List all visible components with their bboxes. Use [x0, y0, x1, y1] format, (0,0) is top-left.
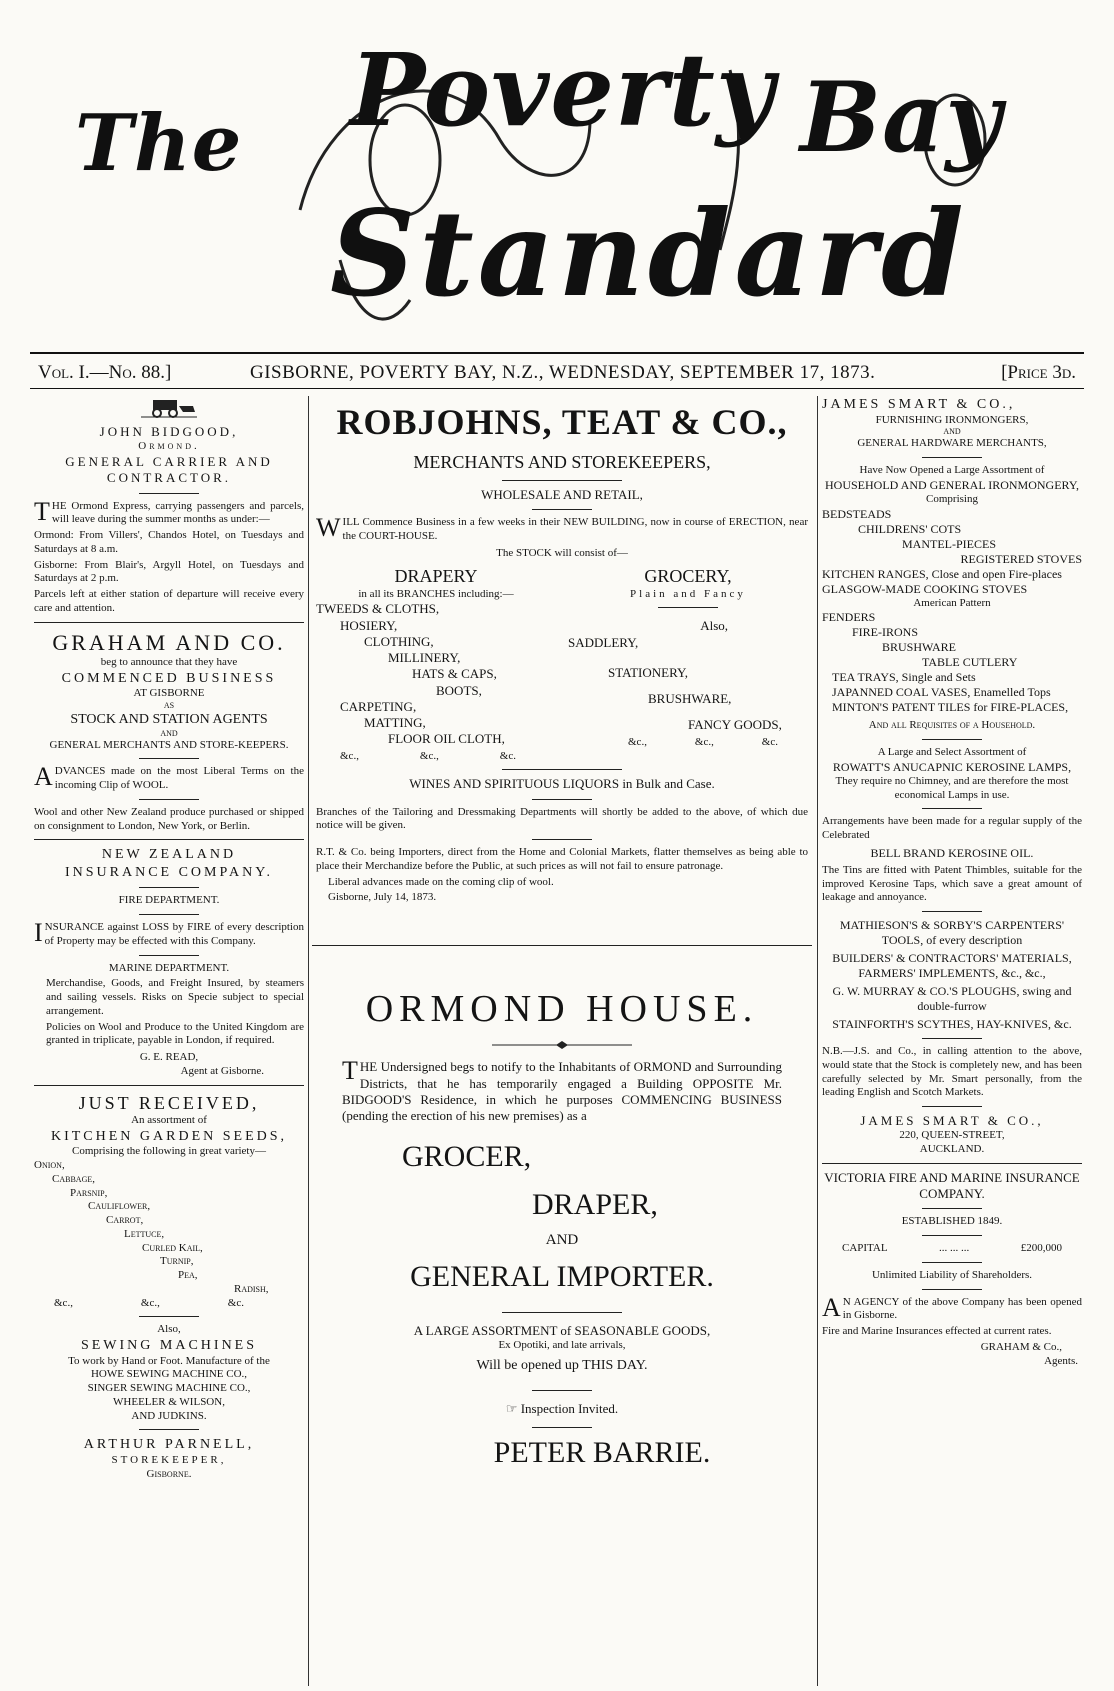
graham-advert	[34, 629, 304, 834]
seed-item: Cabbage,	[52, 1172, 95, 1185]
masthead-poverty: Poverty	[350, 31, 775, 149]
capital-value: £200,000	[1020, 1242, 1062, 1254]
smart-arrangements: Arrangements have been made for a regular supply of the Celebrated	[822, 815, 1082, 841]
graham-name: GRAHAM AND CO.	[52, 629, 286, 655]
bidgood-name: JOHN BIDGOOD,	[99, 424, 239, 439]
divider	[312, 945, 812, 946]
pointing-hand-icon: ☞	[505, 1401, 521, 1416]
drapery-item: FLOOR OIL CLOTH,	[388, 731, 505, 747]
ormond-ex: Ex Opotiki, and late arrivals,	[498, 1338, 626, 1351]
dateline-rule	[30, 388, 1084, 389]
smart-line-4: Have Now Opened a Large Assortment of	[859, 464, 1045, 476]
smart-name: JAMES SMART & CO.,	[822, 397, 1016, 412]
divider	[922, 808, 982, 809]
nzi-marine-heading: MARINE DEPARTMENT.	[108, 961, 230, 974]
seed-item: Carrot,	[106, 1214, 144, 1226]
bidgood-town: Ormond.	[138, 440, 200, 453]
nzi-fire-heading: FIRE DEPARTMENT.	[118, 894, 220, 907]
seeds-advert	[34, 1092, 304, 1482]
seeds-comprising: Comprising the following in great variety—	[72, 1145, 266, 1158]
parnell-town: Gisborne.	[146, 1467, 192, 1480]
nzi-name-1: NEW ZEALAND	[101, 847, 237, 863]
divider	[139, 758, 199, 759]
grocery-heading: GROCERY,	[644, 566, 732, 586]
divider	[139, 1429, 199, 1430]
divider	[139, 799, 199, 800]
parnell-name: ARTHUR PARNELL,	[83, 1437, 255, 1453]
victoria-signature: GRAHAM & Co.,	[980, 1340, 1062, 1353]
divider	[822, 1163, 1082, 1164]
place-and-date: GISBORNE, POVERTY BAY, N.Z., WEDNESDAY, SEPTEMBER 17, 1873.	[250, 362, 876, 383]
ormond-draper: DRAPER,	[532, 1187, 658, 1221]
masthead-rule	[30, 352, 1084, 354]
seeds-sub: An assortment of	[131, 1114, 207, 1126]
grocery-item: STATIONERY,	[608, 664, 688, 680]
ormond-signature: PETER BARRIE.	[493, 1436, 711, 1470]
drapery-item: BOOTS,	[436, 682, 482, 698]
etc: &c.,	[340, 749, 359, 762]
nzi-signature: G. E. READ,	[139, 1051, 199, 1063]
graham-para-1: ADVANCES made on the most Liberal Terms on the incoming Clip of WOOL.	[34, 762, 304, 792]
graham-line-6: AND	[160, 728, 178, 738]
price: [Price 3d.	[1001, 362, 1076, 383]
etc: &c.,	[54, 1296, 73, 1309]
smart-sig-3: AUCKLAND.	[919, 1143, 985, 1155]
nzi-marine-para-2: Policies on Wool and Produce to the United Kingdom are granted in triplicate, payable in London, if required.	[46, 1020, 304, 1047]
smart-item: American Pattern	[913, 596, 991, 609]
divider	[34, 1085, 304, 1086]
smart-nb: N.B.—J.S. and Co., in calling attention to the above, would state that the Stock is completely new, and has been carefully selected by Mr. Smart personally, from the leading English and Scotch Markets.	[822, 1045, 1082, 1099]
sewing-maker-3: WHEELER & WILSON,	[113, 1395, 225, 1408]
grocery-item: BRUSHWARE,	[648, 691, 732, 706]
inspection-text: Inspection Invited.	[520, 1401, 619, 1416]
robjohns-line-2: WHOLESALE AND RETAIL,	[481, 486, 643, 502]
coach-icon	[139, 396, 199, 418]
stock-columns	[316, 565, 808, 763]
seeds-etc-row	[34, 1297, 304, 1311]
smart-item: KITCHEN RANGES, Close and open Fire-places	[822, 566, 1062, 581]
robjohns-name: ROBJOHNS, TEAT & CO.,	[336, 402, 788, 442]
seed-item: Pea,	[178, 1269, 198, 1281]
smart-tools-1: MATHIESON'S & SORBY'S CARPENTERS' TOOLS, of every description	[839, 918, 1065, 947]
divider	[922, 457, 982, 458]
etc: &c.,	[419, 749, 439, 762]
masthead-standard: Standard	[330, 184, 968, 323]
smart-item: And all Requisites of a Household.	[868, 719, 1036, 732]
etc: &c.,	[628, 735, 647, 748]
smart-item: GLASGOW-MADE COOKING STOVES	[822, 581, 1028, 596]
graham-line-4: AS	[163, 701, 175, 710]
smart-line-3: GENERAL HARDWARE MERCHANTS,	[857, 437, 1047, 450]
smart-line-6: Comprising	[926, 492, 978, 505]
ormond-importer: GENERAL IMPORTER.	[410, 1260, 714, 1293]
ormond-para: THE Undersigned begs to notify to the Inhabitants of ORMOND and Surrounding Districts, that he has temporarily engaged a Building OPPOSITE Mr. BIDGOOD'S Residence, in which he purposes COMMENCING BUSINESS (pending the erection of his new premises) as a	[342, 1056, 782, 1123]
nzi-name-2: INSURANCE COMPANY.	[64, 864, 274, 880]
divider	[922, 1208, 982, 1209]
sewing-maker-4: AND JUDKINS.	[131, 1409, 207, 1422]
ormond-house-advert	[312, 986, 812, 1472]
seed-item: Parsnip,	[70, 1186, 108, 1199]
victoria-established: ESTABLISHED 1849.	[901, 1215, 1003, 1228]
grocery-column	[568, 565, 808, 763]
bidgood-para-2: Ormond: From Villers', Chandos Hotel, on Tuesdays and Saturdays at 8 a.m.	[34, 529, 304, 555]
smart-sig-1: JAMES SMART & CO.,	[860, 1113, 1044, 1128]
seed-item: Turnip,	[160, 1255, 194, 1268]
smart-select: A Large and Select Assortment of	[877, 746, 1027, 758]
seed-item: Lettuce,	[124, 1227, 165, 1240]
victoria-name: VICTORIA FIRE AND MARINE INSURANCE COMPANY.	[824, 1169, 1080, 1201]
etc: &c.,	[140, 1296, 160, 1309]
sewing-machines: SEWING MACHINES	[80, 1338, 258, 1353]
nzi-marine-para-1: Merchandise, Goods, and Freight Insured, by steamers and sailing vessels. Risks on Specie subject to special arrangement.	[46, 977, 304, 1017]
nzi-agent: Agent at Gisborne.	[180, 1064, 264, 1077]
drapery-column	[316, 565, 556, 763]
drapery-item: HATS & CAPS,	[412, 666, 497, 682]
etc: &c.	[499, 749, 516, 762]
grocery-item: SADDLERY,	[568, 634, 639, 650]
drapery-item: TWEEDS & CLOTHS,	[316, 601, 440, 617]
divider	[34, 622, 304, 623]
parnell-role: STOREKEEPER,	[111, 1453, 227, 1466]
seed-item: Radish,	[234, 1282, 269, 1295]
smart-lamps-para: They require no Chimney, and are therefore the most economical Lamps in use.	[835, 774, 1069, 801]
middle-column	[312, 396, 812, 1472]
ornament-rule	[342, 1040, 782, 1054]
etc: &c.	[227, 1296, 244, 1309]
divider	[922, 1262, 982, 1263]
drapery-item: CLOTHING,	[364, 633, 434, 649]
graham-line-5: STOCK AND STATION AGENTS	[70, 712, 268, 727]
victoria-capital-row	[822, 1242, 1082, 1256]
divider	[922, 1106, 982, 1107]
drapery-item: HOSIERY,	[340, 617, 398, 633]
graham-line-3: AT GISBORNE	[133, 687, 205, 700]
capital-label: CAPITAL	[842, 1242, 888, 1254]
drapery-item: MATTING,	[364, 715, 426, 730]
divider	[658, 607, 718, 608]
drapery-etc	[316, 748, 556, 764]
sewing-work: To work by Hand or Foot. Manufacture of the	[68, 1354, 270, 1367]
bidgood-para-1: THE Ormond Express, carrying passengers and parcels, will leave during the summer months as under:—	[34, 496, 304, 526]
volume-number: Vol. I.—No. 88.]	[38, 362, 172, 383]
divider	[532, 509, 592, 510]
smart-item: FIRE-IRONS	[852, 625, 919, 640]
smart-tools-2: BUILDERS' & CONTRACTORS' MATERIALS, FARMERS' IMPLEMENTS, &c., &c.,	[832, 951, 1072, 980]
smart-line-2: AND	[943, 427, 961, 437]
victoria-agents: Agents.	[1044, 1354, 1078, 1367]
column-rule-right	[817, 396, 818, 1686]
divider	[139, 955, 199, 956]
graham-para-2: Wool and other New Zealand produce purchased or shipped on consignment to London, New York, or Berlin.	[34, 805, 304, 832]
bidgood-para-3: Gisborne: From Blair's, Argyll Hotel, on Tuesdays and Saturdays at 2 p.m.	[34, 558, 304, 585]
divider	[922, 739, 982, 740]
smart-item: JAPANNED COAL VASES, Enamelled Tops	[832, 685, 1051, 700]
sewing-maker-2: SINGER SEWING MACHINE CO.,	[87, 1382, 251, 1394]
smart-line-5: HOUSEHOLD AND GENERAL IRONMONGERY,	[824, 477, 1079, 492]
drapery-item: CARPETING,	[340, 698, 417, 714]
divider	[139, 914, 199, 915]
divider	[502, 1312, 622, 1313]
smart-item: TEA TRAYS, Single and Sets	[832, 670, 976, 685]
ormond-opened: Will be opened up THIS DAY.	[476, 1357, 648, 1373]
smart-sig-2: 220, QUEEN-STREET,	[899, 1129, 1005, 1142]
etc: &c.,	[694, 735, 714, 748]
robjohns-para-1: WILL Commence Business in a few weeks in their NEW BUILDING, now in course of ERECTION, near the COURT-HOUSE.	[316, 512, 808, 542]
smart-item: MINTON'S PATENT TILES for FIRE-PLACES,	[832, 700, 1069, 715]
grocery-item: FANCY GOODS,	[688, 717, 782, 733]
graham-line-2: COMMENCED BUSINESS	[61, 670, 277, 686]
ormond-grocer: GROCER,	[402, 1140, 532, 1174]
victoria-para-1: AN AGENCY of the above Company has been opened in Gisborne.	[822, 1292, 1082, 1322]
robjohns-advert	[312, 400, 812, 905]
bidgood-title: GENERAL CARRIER AND CONTRACTOR.	[65, 454, 273, 486]
grocery-also: Also,	[700, 618, 728, 634]
ornament-icon	[492, 1041, 632, 1049]
bidgood-advert	[34, 396, 304, 616]
right-column	[822, 396, 1082, 1368]
grocery-etc	[568, 734, 808, 750]
seed-item: Onion,	[34, 1159, 65, 1171]
robjohns-para-6: Gisborne, July 14, 1873.	[328, 891, 437, 904]
drapery-heading: DRAPERY	[394, 566, 478, 586]
smart-item: TABLE CUTLERY	[922, 655, 1018, 670]
inspection-line	[342, 1401, 782, 1417]
divider	[139, 887, 199, 888]
smart-item: FENDERS	[822, 610, 876, 625]
divider	[922, 911, 982, 912]
left-column	[34, 396, 304, 1481]
smart-item: BRUSHWARE	[882, 640, 957, 655]
masthead-bay: Bay	[800, 61, 1003, 174]
column-rule-left	[308, 396, 309, 1686]
capital-dots: ... ... ...	[939, 1242, 970, 1254]
smart-tools-3: G. W. MURRAY & CO.'S PLOUGHS, swing and double-furrow	[832, 984, 1072, 1013]
divider	[34, 839, 304, 840]
seed-item: Curled Kail,	[142, 1241, 203, 1254]
divider	[502, 480, 622, 481]
divider	[922, 1038, 982, 1039]
ormond-assortment: A LARGE ASSORTMENT of SEASONABLE GOODS,	[413, 1322, 711, 1338]
robjohns-para-5: Liberal advances made on the coming clip of wool.	[328, 875, 554, 888]
divider	[532, 799, 592, 800]
robjohns-line-1: MERCHANTS AND STOREKEEPERS,	[413, 452, 711, 472]
divider	[922, 1235, 982, 1236]
drapery-sub: in all its BRANCHES including:—	[358, 587, 514, 600]
seeds-also: Also,	[157, 1323, 181, 1336]
grocery-sub: Plain and Fancy	[630, 587, 746, 600]
divider	[532, 839, 592, 840]
victoria-para-2: Fire and Marine Insurances effected at current rates.	[822, 1325, 1052, 1337]
masthead-the: The	[75, 98, 243, 189]
sewing-maker-1: HOWE SEWING MACHINE CO.,	[90, 1368, 248, 1381]
smart-tins: The Tins are fitted with Patent Thimbles, suitable for the improved Kerosine Taps, which save a great amount of leakage and annoyance.	[822, 863, 1082, 904]
dateline	[30, 358, 1084, 388]
ormond-and: AND	[545, 1232, 579, 1249]
divider	[139, 493, 199, 494]
graham-line-1: beg to announce that they have	[100, 656, 238, 668]
smart-line-1: FURNISHING IRONMONGERS,	[875, 413, 1029, 426]
seeds-title: JUST RECEIVED,	[78, 1092, 260, 1113]
smart-item: MANTEL-PIECES	[902, 536, 996, 551]
smart-item: BEDSTEADS	[822, 506, 892, 521]
masthead	[30, 10, 1084, 355]
divider	[502, 769, 622, 770]
smart-tools-4: STAINFORTH'S SCYTHES, HAY-KNIVES, &c.	[832, 1017, 1072, 1031]
divider	[532, 1427, 592, 1428]
drapery-item: MILLINERY,	[388, 650, 461, 665]
nz-insurance-advert	[34, 846, 304, 1078]
bidgood-para-4: Parcels left at either station of departure will receive every care and attention.	[34, 588, 304, 614]
divider	[922, 1289, 982, 1290]
divider	[532, 1390, 592, 1391]
etc: &c.	[761, 735, 778, 748]
robjohns-para-4: R.T. & Co. being Importers, direct from the Home and Colonial Markets, flatter themselves as being able to place their Merchandize before the Public, at such prices as will not fail to ensure patronage.	[316, 846, 808, 872]
seed-item: Cauliflower,	[88, 1200, 151, 1213]
ormond-name: ORMOND HOUSE.	[365, 988, 759, 1030]
smart-oil: BELL BRAND KEROSINE OIL.	[870, 845, 1034, 860]
nzi-fire-para: INSURANCE against LOSS by FIRE of every description of Property may be effected with this Company.	[34, 918, 304, 947]
smart-item: REGISTERED STOVES	[960, 551, 1082, 566]
wines-line: WINES AND SPIRITUOUS LIQUORS in Bulk and Case.	[409, 776, 715, 792]
james-smart-advert	[822, 396, 1082, 1157]
smart-item: CHILDRENS' COTS	[858, 521, 962, 536]
divider	[139, 1316, 199, 1317]
victoria-insurance-advert	[822, 1170, 1082, 1369]
seeds-name: KITCHEN GARDEN SEEDS,	[50, 1128, 288, 1144]
robjohns-para-3: Branches of the Tailoring and Dressmaking Departments will shortly be added to the above, of which due notice will be given.	[316, 805, 808, 832]
graham-line-7: GENERAL MERCHANTS AND STORE-KEEPERS.	[49, 738, 289, 751]
victoria-unlimited: Unlimited Liability of Shareholders.	[871, 1268, 1033, 1281]
robjohns-para-2: The STOCK will consist of—	[496, 547, 628, 560]
smart-lamps: ROWATT'S ANUCAPNIC KEROSINE LAMPS,	[832, 759, 1072, 774]
